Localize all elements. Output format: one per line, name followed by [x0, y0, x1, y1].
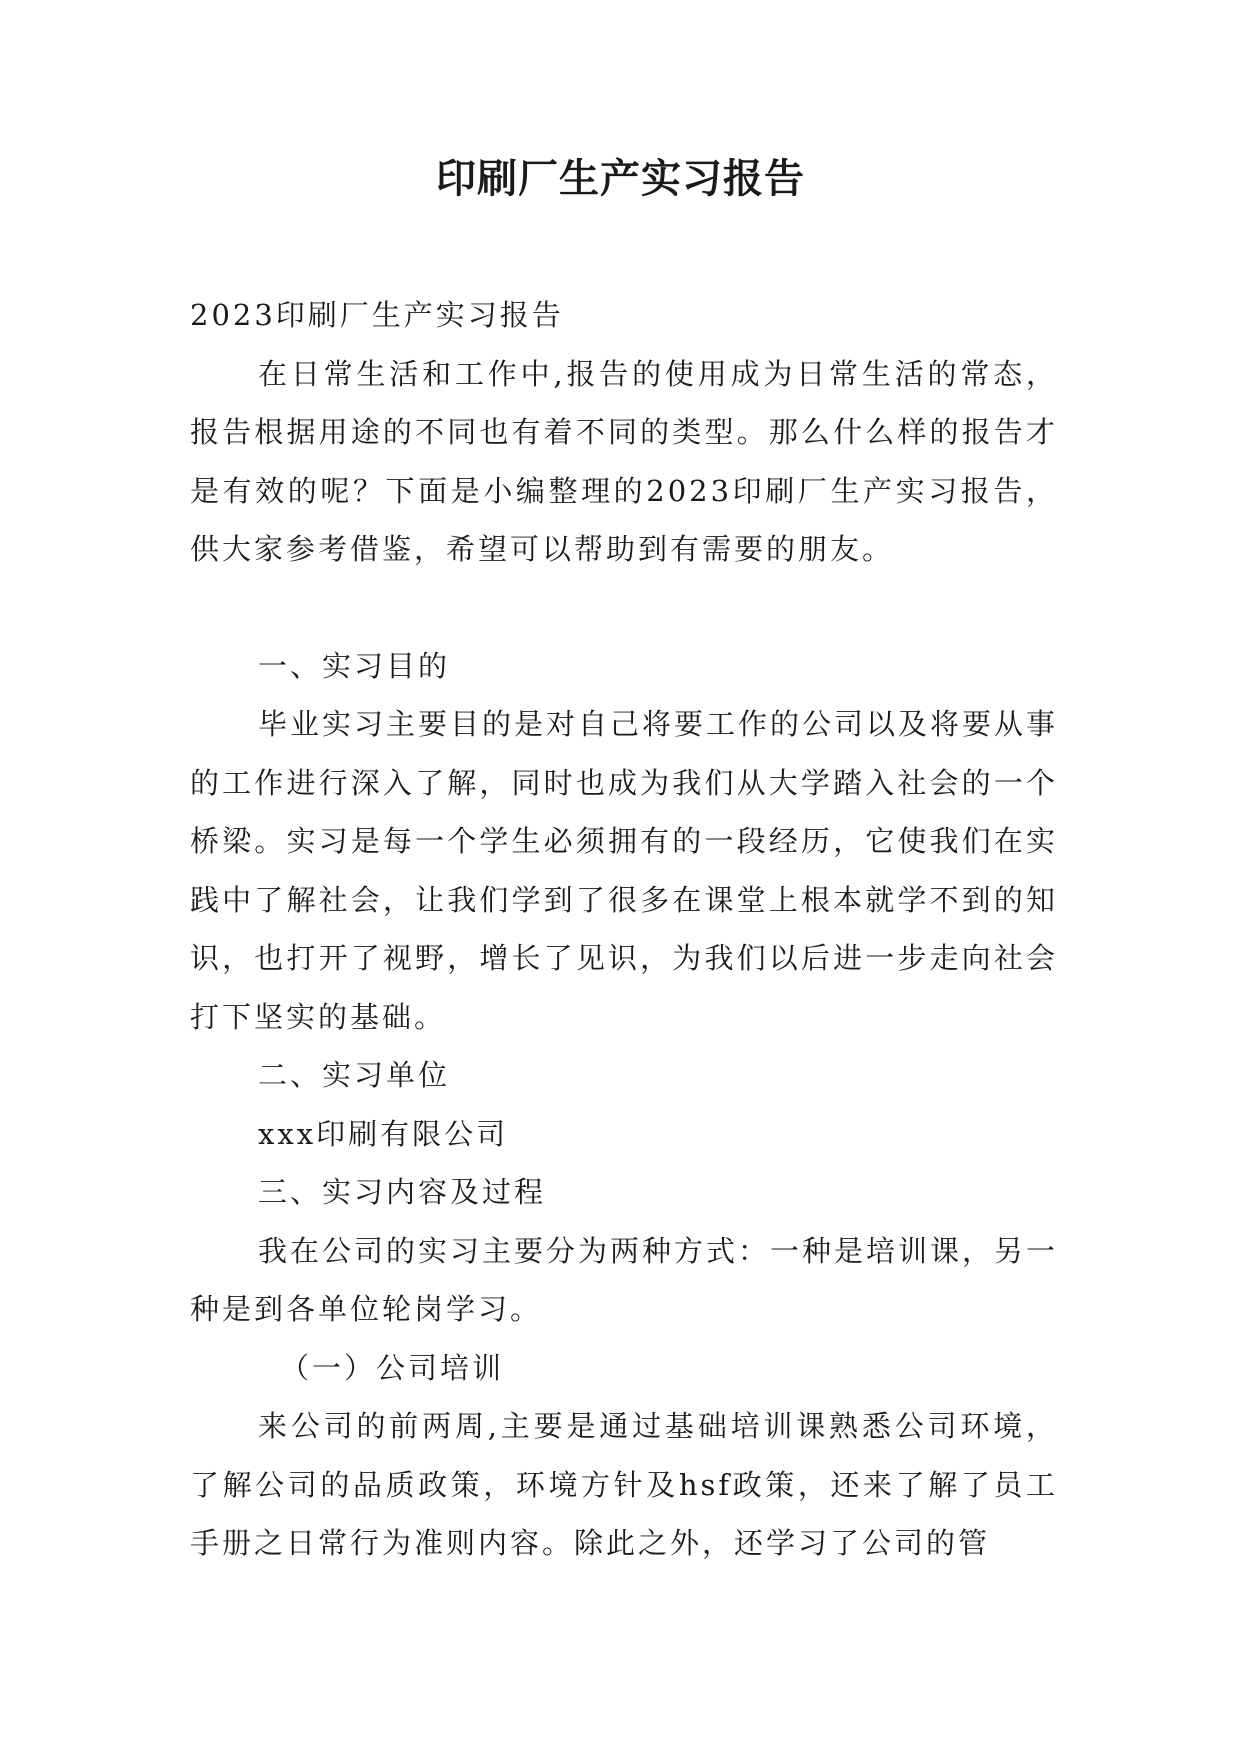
subsection-paragraph-training: 来公司的前两周,主要是通过基础培训课熟悉公司环境，了解公司的品质政策，环境方针及hsf政策，还来了解了员工手册之日常行为准则内容。除此之外，还学习了公司的管: [190, 1409, 1058, 1560]
section-paragraph-unit: xxx印刷有限公司: [258, 1116, 509, 1151]
document-title: 印刷厂生产实习报告: [436, 155, 805, 202]
document-body: [190, 286, 1058, 1573]
section-paragraph-purpose: 毕业实习主要目的是对自己将要工作的公司以及将要从事的工作进行深入了解，同时也成为我们从大学踏入社会的一个桥梁。实习是每一个学生必须拥有的一段经历，它使我们在实践中了解社会，让我们学到了很多在课堂上根本就学不到的知识，也打开了视野，增长了见识，为我们以后进一步走向社会打下坚实的基础。: [190, 707, 1059, 1034]
section-heading-purpose: 一、实习目的: [258, 648, 451, 683]
subsection-heading-training: （一）公司培训: [280, 1350, 505, 1385]
section-heading-unit: 二、实习单位: [258, 1058, 451, 1092]
intro-paragraph: 在日常生活和工作中,报告的使用成为日常生活的常态，报告根据用途的不同也有着不同的类型。那么什么样的报告才是有效的呢？下面是小编整理的2023印刷厂生产实习报告，供大家参考借鉴，希望可以帮助到有需要的朋友。: [190, 356, 1058, 566]
section-heading-content: 三、实习内容及过程: [258, 1175, 547, 1209]
section-paragraph-content: 我在公司的实习主要分为两种方式：一种是培训课，另一种是到各单位轮岗学习。: [190, 1233, 1059, 1326]
paragraph-spacer: [190, 579, 1058, 637]
document-subtitle: 2023印刷厂生产实习报告: [190, 298, 564, 332]
